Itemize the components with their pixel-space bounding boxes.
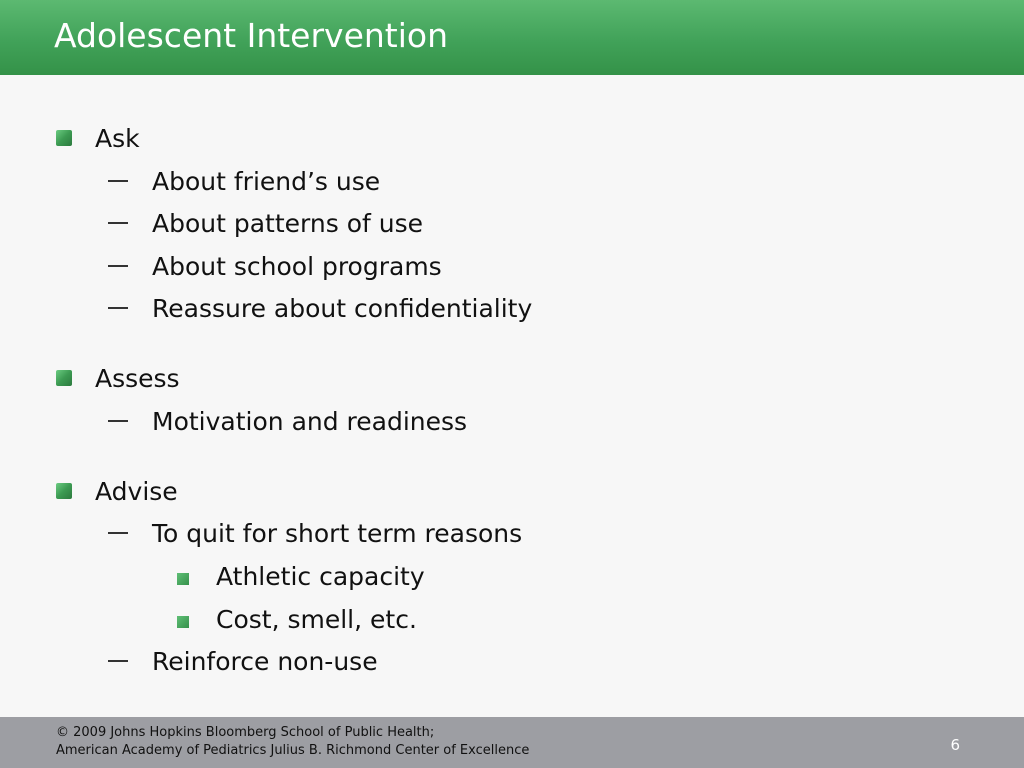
footer-bar	[0, 717, 1024, 768]
sub-sub-item: Cost, smell, etc.	[216, 605, 417, 634]
sub-item: Motivation and readiness	[152, 407, 468, 436]
square-bullet-icon	[56, 370, 72, 386]
copyright-line-1: © 2009 Johns Hopkins Bloomberg School of Public Health;	[56, 725, 435, 740]
sub-item: About school programs	[152, 252, 442, 281]
sub-item: About patterns of use	[152, 209, 423, 238]
copyright-line-2: American Academy of Pediatrics Julius B. Richmond Center of Excellence	[56, 743, 530, 758]
page-number: 6	[950, 736, 960, 754]
dash-bullet-icon	[108, 307, 128, 309]
dash-bullet-icon	[108, 180, 128, 182]
bullet-ask: Ask	[95, 124, 140, 153]
bullet-assess: Assess	[95, 364, 180, 393]
dash-bullet-icon	[108, 420, 128, 422]
sub-item: To quit for short term reasons	[152, 519, 523, 548]
sub-item: Reassure about confidentiality	[152, 294, 533, 323]
bullet-advise: Advise	[95, 477, 178, 506]
square-bullet-icon	[56, 483, 72, 499]
dash-bullet-icon	[108, 222, 128, 224]
dash-bullet-icon	[108, 532, 128, 534]
dash-bullet-icon	[108, 660, 128, 662]
small-square-bullet-icon	[177, 616, 189, 628]
sub-sub-item: Athletic capacity	[216, 562, 425, 591]
sub-item: Reinforce non-use	[152, 647, 378, 676]
slide-title: Adolescent Intervention	[54, 16, 449, 55]
square-bullet-icon	[56, 130, 72, 146]
dash-bullet-icon	[108, 265, 128, 267]
small-square-bullet-icon	[177, 573, 189, 585]
sub-item: About friend’s use	[152, 167, 381, 196]
